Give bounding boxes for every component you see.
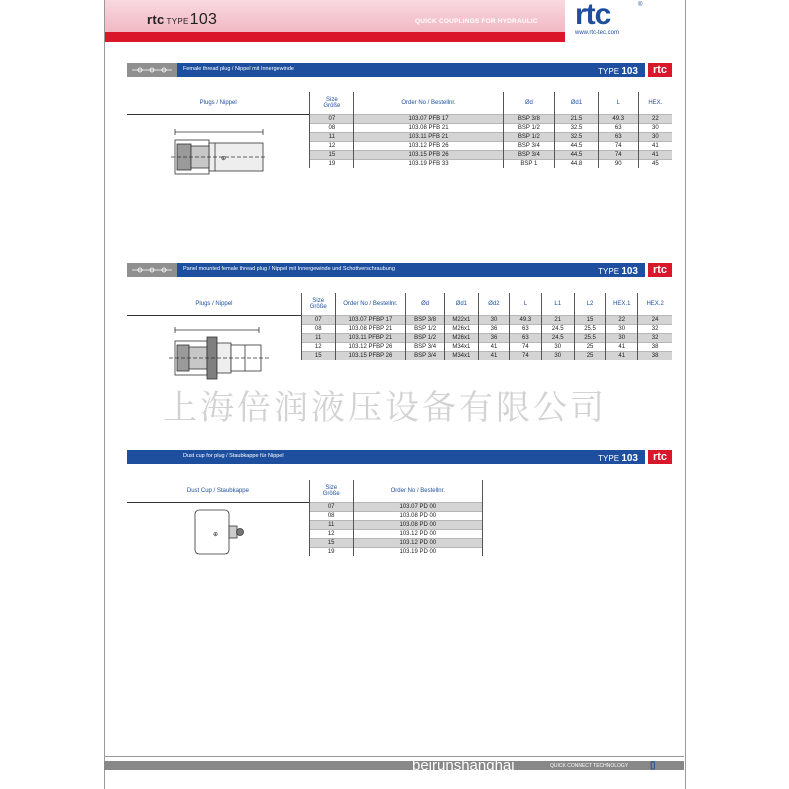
table-cell: 90 [598, 160, 638, 169]
table-cell: 38 [638, 343, 672, 352]
table-cell: BSP 1 [503, 160, 554, 169]
table-cell: 08 [309, 512, 353, 521]
table-cell: 12 [310, 142, 354, 151]
table-cell: 30 [638, 133, 672, 142]
table-cell: 25 [574, 343, 605, 352]
drawing-cell [127, 115, 310, 124]
female-plug-drawing [155, 126, 275, 184]
table-cell: 15 [310, 151, 354, 160]
table-cell: 38 [638, 352, 672, 361]
table-cell: 44.5 [555, 151, 599, 160]
brand-word: rtc [147, 12, 165, 27]
table-cell: 103.15 PFBP 26 [335, 352, 406, 361]
table-cell: 103.12 PD 00 [353, 539, 482, 548]
table-cell: 36 [478, 334, 509, 343]
table-cell: M34x1 [444, 343, 478, 352]
table-cell: 32 [638, 334, 672, 343]
table-cell: 25 [574, 352, 605, 361]
table-cell: 24.5 [541, 334, 574, 343]
table-cell: 12 [301, 343, 335, 352]
table-cell: 103.07 PFBP 17 [335, 316, 406, 325]
table-cell: 11 [301, 334, 335, 343]
table-cell: 08 [301, 325, 335, 334]
col-d1: Ød1 [555, 92, 599, 115]
table-cell: M26x1 [444, 325, 478, 334]
table-cell: M34x1 [444, 352, 478, 361]
logo-word: rtc [575, 0, 611, 31]
type-number: 103 [621, 453, 638, 464]
rtc-badge: rtc [648, 450, 672, 464]
table-cell: 45 [638, 160, 672, 169]
table-cell: BSP 3/4 [406, 352, 445, 361]
table-cell: 74 [510, 352, 541, 361]
header-red-bar [105, 32, 565, 42]
col-d: Ød [503, 92, 554, 115]
table-cell: 103.12 PD 00 [353, 530, 482, 539]
col-size [301, 293, 335, 316]
section3-type [598, 453, 638, 464]
product-label: Plugs / Nippel [199, 100, 237, 106]
table-cell: 74 [598, 151, 638, 160]
table-cell: 22 [638, 115, 672, 124]
table-cell: 30 [478, 316, 509, 325]
table-cell: 103.19 PFB 33 [354, 160, 503, 169]
table-cell: 103.19 PD 00 [353, 548, 482, 557]
type-label: TYPE [598, 267, 620, 276]
type-label: TYPE [598, 454, 620, 463]
table-cell: 08 [310, 124, 354, 133]
table-cell: 15 [309, 539, 353, 548]
table-row [127, 512, 483, 521]
table-cell: BSP 1/2 [406, 325, 445, 334]
table-cell: BSP 1/2 [503, 124, 554, 133]
table-row [127, 530, 483, 539]
table-cell: 103.07 PD 00 [353, 503, 482, 512]
table-cell: 103.08 PFB 21 [354, 124, 503, 133]
table-cell: 103.08 PFBP 21 [335, 325, 406, 334]
table-cell: 63 [598, 124, 638, 133]
col-size-label: Size Größe [309, 298, 327, 310]
type-number: 103 [621, 266, 638, 277]
col-d2: Ød2 [478, 293, 509, 316]
table-cell: 19 [309, 548, 353, 557]
table-cell: 63 [510, 334, 541, 343]
drawing-cell [127, 316, 301, 325]
table-cell: 103.11 PFB 21 [354, 133, 503, 142]
table-cell: 41 [478, 343, 509, 352]
table-cell: BSP 3/8 [406, 316, 445, 325]
col-order: Order No / Bestellnr. [354, 92, 503, 115]
col-size-label: Size Größe [323, 97, 341, 109]
section1-title-bar [127, 63, 672, 77]
table-row [127, 548, 483, 557]
table-cell: 30 [638, 124, 672, 133]
logo-registered-mark: ® [638, 2, 643, 8]
coupling-chain-icon [132, 67, 172, 73]
table-cell: BSP 3/8 [503, 115, 554, 124]
table-cell: 44.5 [555, 142, 599, 151]
table-row [127, 503, 483, 512]
table-cell: 103.12 PFB 26 [354, 142, 503, 151]
table-cell: 30 [606, 325, 638, 334]
table-cell: 30 [541, 343, 574, 352]
header-brand [147, 11, 217, 29]
rtc-badge: rtc [648, 263, 672, 277]
table-cell: M22x1 [444, 316, 478, 325]
coupling-chain-icon [132, 267, 172, 273]
footer-tagline: QUICK CONNECT TECHNOLOGY [550, 763, 629, 769]
table-cell: 32 [638, 325, 672, 334]
table-cell: 41 [606, 352, 638, 361]
col-order: Order No / Bestellnr. [353, 480, 482, 503]
table-cell: 49.3 [598, 115, 638, 124]
col-hex: HEX. [638, 92, 672, 115]
rtc-logo [575, 0, 650, 36]
table-cell: 49.3 [510, 316, 541, 325]
table-cell: 24 [638, 316, 672, 325]
table-cell: 30 [606, 334, 638, 343]
table-cell: 07 [301, 316, 335, 325]
type-label: TYPE [166, 17, 189, 26]
panel-plug-drawing [155, 325, 285, 387]
section2-type [598, 266, 638, 277]
product-label: Plugs / Nippel [195, 301, 233, 307]
col-size [309, 480, 353, 503]
table-cell: BSP 3/4 [503, 151, 554, 160]
table-cell: 32.5 [555, 133, 599, 142]
col-d: Ød [406, 293, 445, 316]
table-cell: 21.5 [555, 115, 599, 124]
table-row [127, 539, 483, 548]
type-number: 103 [189, 11, 218, 28]
table-cell: 15 [574, 316, 605, 325]
company-watermark: 上海倍润液压设备有限公司 [163, 388, 607, 428]
table-cell: 103.08 PD 00 [353, 521, 482, 530]
table-cell: 12 [309, 530, 353, 539]
table-row [127, 521, 483, 530]
table-cell: 74 [510, 343, 541, 352]
col-d1: Ød1 [444, 293, 478, 316]
type-label: TYPE [598, 67, 620, 76]
col-hex1: HEX.1 [606, 293, 638, 316]
col-l: L [510, 293, 541, 316]
table-cell: 15 [301, 352, 335, 361]
table-cell: 41 [638, 142, 672, 151]
table-cell: 74 [598, 142, 638, 151]
table-cell: 103.08 PD 00 [353, 512, 482, 521]
table-cell: 21 [541, 316, 574, 325]
product-label: Dust Cup / Staubkappe [186, 488, 249, 494]
col-size [310, 92, 354, 115]
table-cell: 103.07 PFB 17 [354, 115, 503, 124]
table-cell: M26x1 [444, 334, 478, 343]
col-size-label: Size Größe [322, 485, 340, 497]
table-cell: 30 [541, 352, 574, 361]
type-number: 103 [621, 66, 638, 77]
table-cell: 41 [638, 151, 672, 160]
section1-title: Female thread plug / Nippel mit Innergewinde [183, 66, 294, 72]
col-l1: L1 [541, 293, 574, 316]
footer-logo-icon: ▯ [650, 760, 656, 771]
svg-text:⊕: ⊕ [221, 156, 227, 162]
table-cell: 36 [478, 325, 509, 334]
table-cell: 44.8 [555, 160, 599, 169]
footer-site-text: beirunshanghai [412, 757, 515, 774]
table-cell: 25.5 [574, 325, 605, 334]
header-slogan: QUICK COUPLINGS FOR HYDRAULIC [415, 18, 538, 25]
col-order: Order No / Bestellnr. [335, 293, 406, 316]
section3-title-bar [127, 450, 672, 464]
table-cell: BSP 3/4 [406, 343, 445, 352]
table-cell: 07 [309, 503, 353, 512]
section1-type [598, 66, 638, 77]
table-cell: 41 [478, 352, 509, 361]
table-cell: 63 [598, 133, 638, 142]
section3-title: Dust cup for plug / Staubkappe für Nippel [183, 453, 284, 459]
footer-line [104, 756, 684, 757]
table-cell: 11 [309, 521, 353, 530]
table-cell: 07 [310, 115, 354, 124]
svg-text:⊕: ⊕ [213, 532, 219, 538]
col-l: L [598, 92, 638, 115]
table-cell: 63 [510, 325, 541, 334]
table-cell: BSP 1/2 [406, 334, 445, 343]
table-cell: 103.12 PFBP 26 [335, 343, 406, 352]
dust-cup-drawing [189, 508, 249, 556]
table-cell: 32.5 [555, 124, 599, 133]
col-hex2: HEX.2 [638, 293, 672, 316]
rtc-badge: rtc [648, 63, 672, 77]
table-cell: 11 [310, 133, 354, 142]
table-row [127, 316, 672, 325]
table-row [127, 115, 672, 124]
table-cell: 22 [606, 316, 638, 325]
logo-url: www.rtc-tec.com [575, 30, 620, 36]
table-cell: 103.15 PFB 26 [354, 151, 503, 160]
section3-table [127, 480, 483, 556]
table-cell: 41 [606, 343, 638, 352]
table-cell: 103.11 PFBP 21 [335, 334, 406, 343]
section2-title-bar [127, 263, 672, 277]
section2-title: Panel mounted female thread plug / Nippel mit Innergewinde und Schottverschraubung [183, 266, 395, 272]
col-l2: L2 [574, 293, 605, 316]
table-cell: 25.5 [574, 334, 605, 343]
table-cell: 19 [310, 160, 354, 169]
table-cell: BSP 3/4 [503, 142, 554, 151]
table-cell: 24.5 [541, 325, 574, 334]
table-cell: BSP 1/2 [503, 133, 554, 142]
